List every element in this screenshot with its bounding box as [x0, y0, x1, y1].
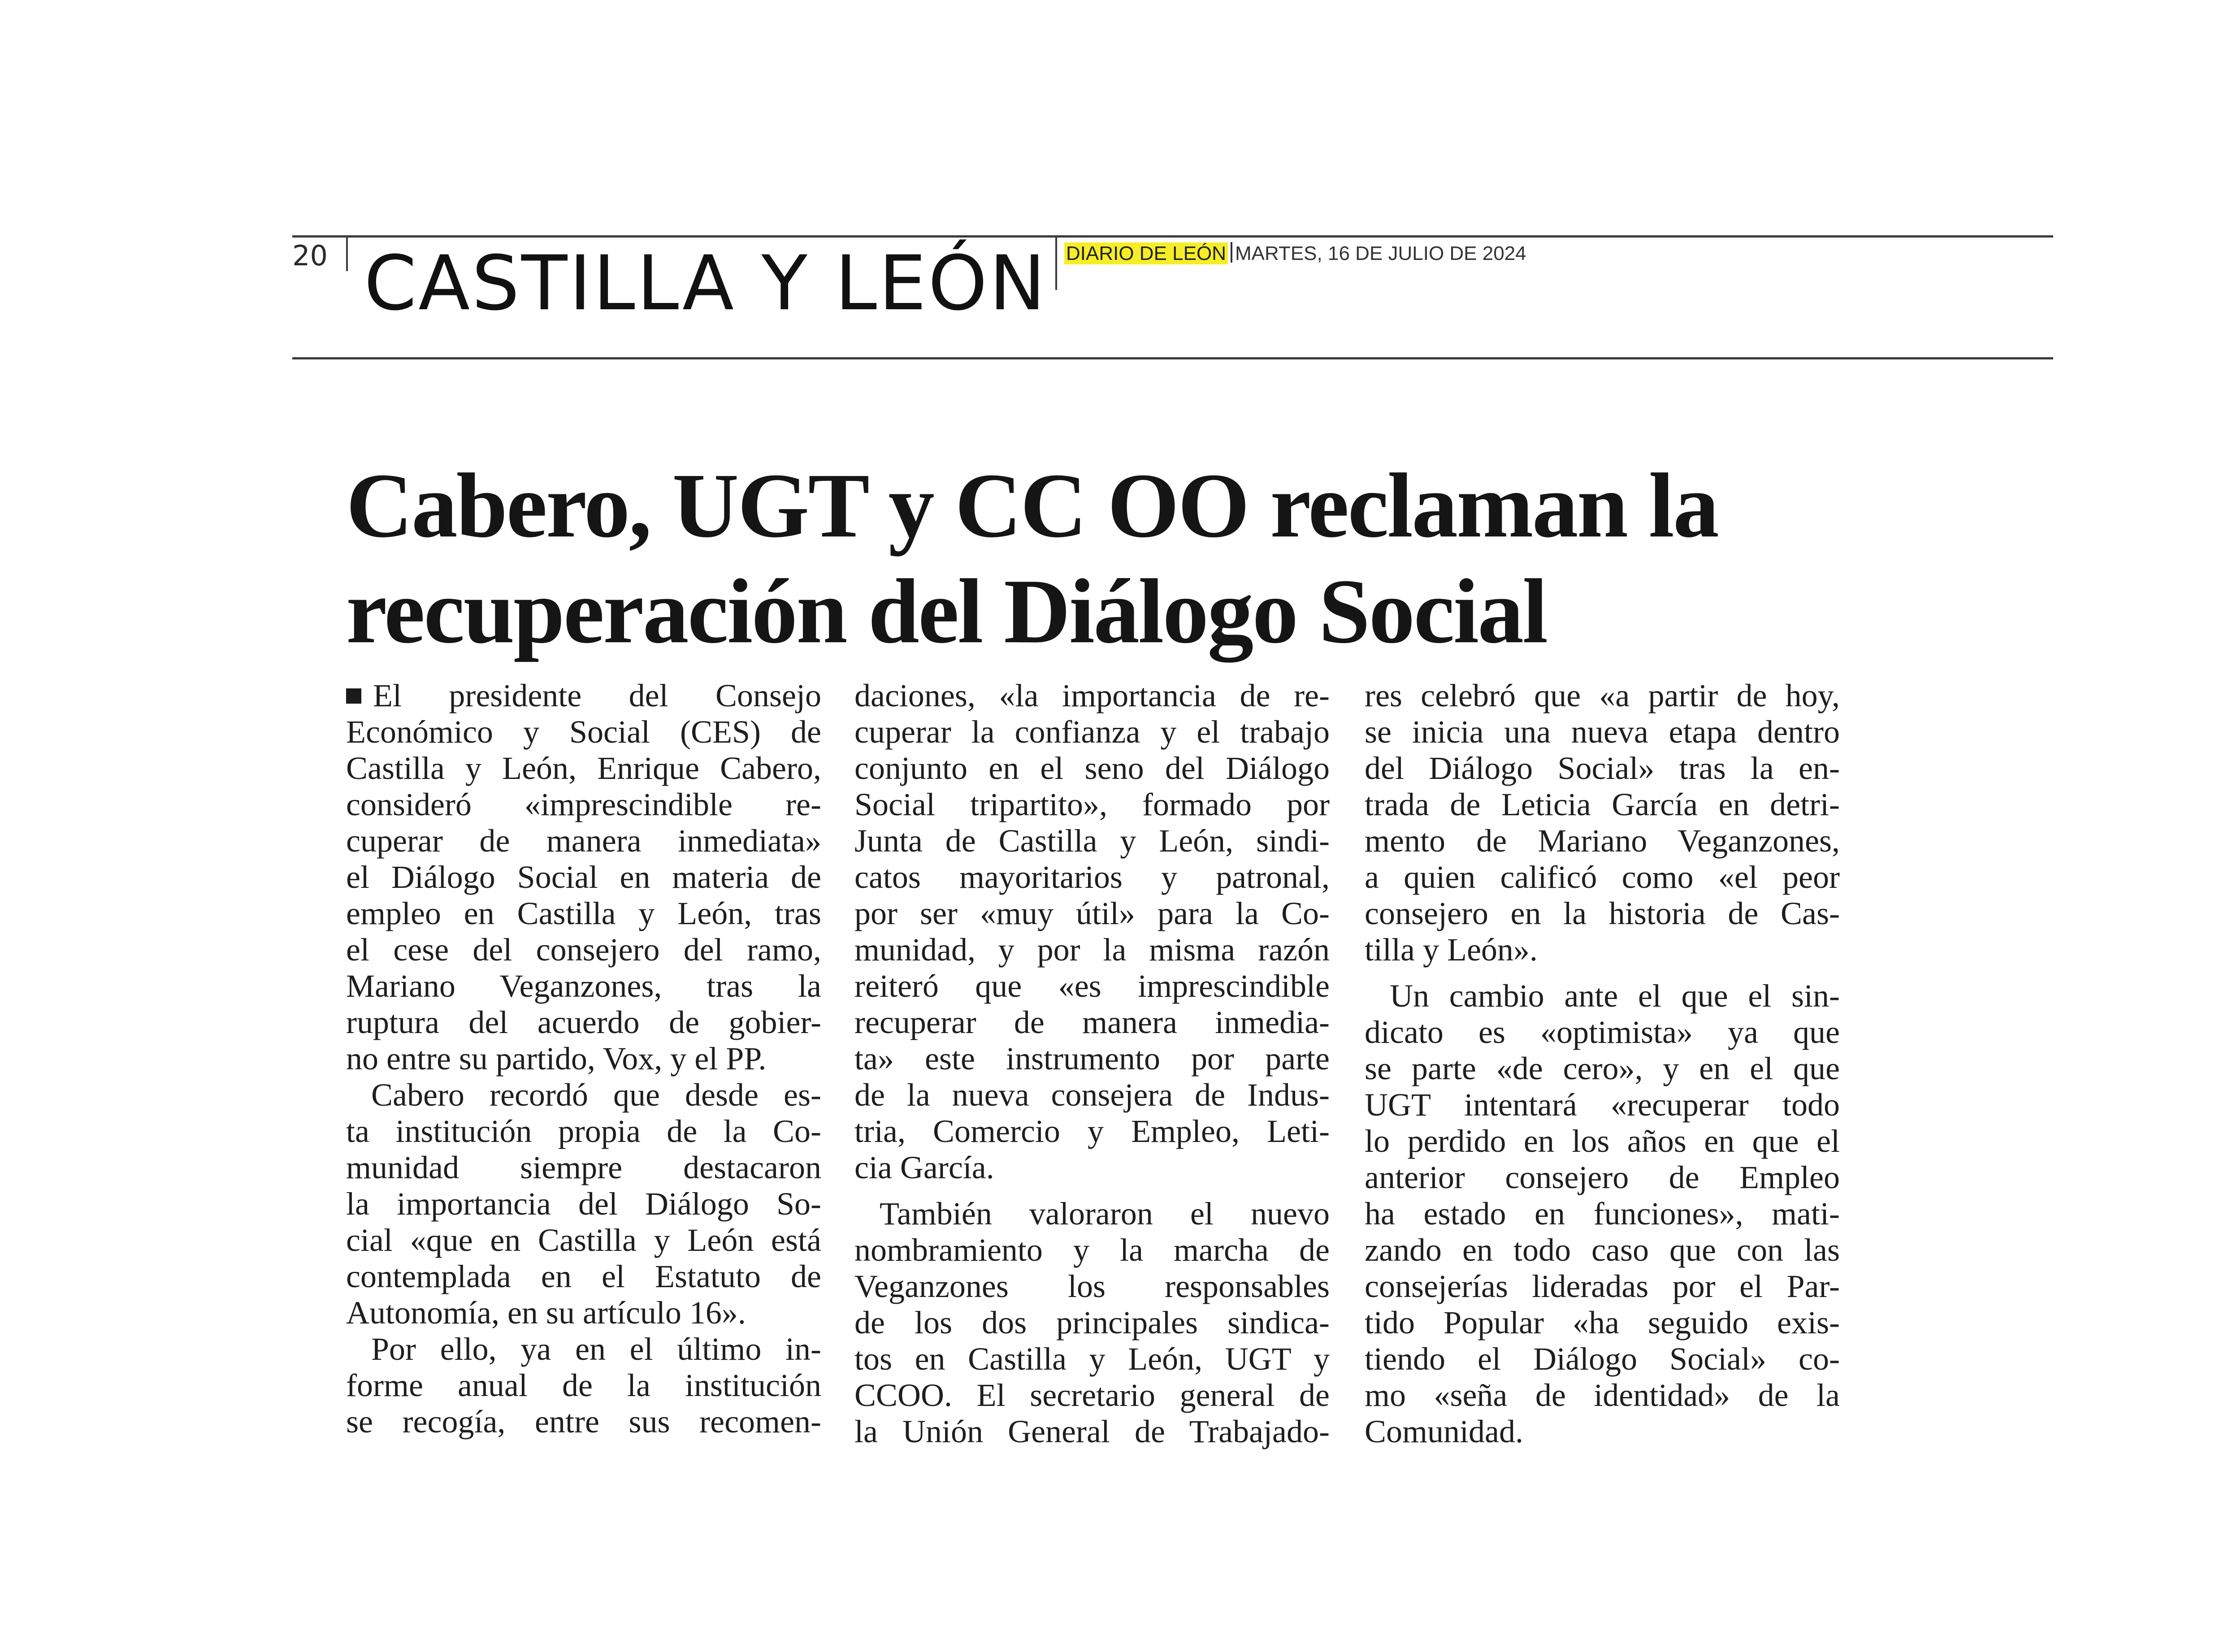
masthead: [1064, 242, 1526, 265]
body-line: Económico y Social (CES) de: [346, 714, 821, 750]
body-line: Comunidad.: [1365, 1414, 1523, 1449]
publication-date: MARTES, 16 DE JULIO DE 2024: [1235, 242, 1526, 264]
body-line: a quien calificó como «el peor: [1365, 859, 1840, 895]
body-line: dicato es «optimista» ya que: [1365, 1014, 1840, 1050]
body-line: Un cambio ante el que el sin-: [1390, 978, 1840, 1014]
body-line: el Diálogo Social en materia de: [346, 859, 821, 895]
body-line: CCOO. El secretario general de: [854, 1377, 1330, 1413]
header-bottom-rule: [292, 357, 2053, 359]
body-line: tilla y León».: [1365, 932, 1538, 968]
section-title: CASTILLA Y LEÓN: [364, 239, 1048, 327]
headline-line: recuperación del Diálogo Social: [346, 560, 1547, 662]
body-line: cia García.: [854, 1150, 994, 1185]
body-line: mo «seña de identidad» de la: [1365, 1377, 1840, 1413]
body-line: res celebró que «a partir de hoy,: [1365, 678, 1840, 714]
body-line: conjunto en el seno del Diálogo: [854, 750, 1330, 786]
paper-name: DIARIO DE LEÓN: [1064, 242, 1228, 264]
body-line: Castilla y León, Enrique Cabero,: [346, 750, 821, 786]
body-line: tiendo el Diálogo Social» co-: [1365, 1341, 1840, 1377]
article-column-3: [1365, 678, 1840, 1450]
body-line: la Unión General de Trabajado-: [854, 1414, 1330, 1449]
body-line: ruptura del acuerdo de gobier-: [346, 1004, 821, 1040]
body-line: consejerías lideradas por el Par-: [1365, 1268, 1840, 1304]
body-line: se recogía, entre sus recomen-: [346, 1404, 821, 1440]
body-line: contemplada en el Estatuto de: [346, 1258, 821, 1294]
body-line: forme anual de la institución: [346, 1367, 821, 1403]
masthead-divider: [1231, 242, 1232, 263]
body-line: el cese del consejero del ramo,: [346, 932, 821, 968]
body-line: cuperar de manera inmediata»: [346, 823, 821, 859]
body-line: tos en Castilla y León, UGT y: [854, 1341, 1330, 1377]
body-line: consejero en la historia de Cas-: [1365, 895, 1840, 931]
body-line: se parte «de cero», y en el que: [1365, 1051, 1840, 1086]
body-line: Veganzones los responsables: [854, 1268, 1330, 1304]
body-line: Social tripartito», formado por: [854, 787, 1330, 822]
page-number: 20: [292, 239, 328, 272]
body-line: zando en todo caso que con las: [1365, 1232, 1840, 1268]
body-line: mento de Mariano Veganzones,: [1365, 823, 1840, 859]
body-line: lo perdido en los años en que el: [1365, 1123, 1840, 1159]
body-line: tria, Comercio y Empleo, Leti-: [854, 1113, 1330, 1149]
body-line: reiteró que «es imprescindible: [854, 968, 1330, 1004]
article-column-1: [346, 678, 821, 1440]
body-line: nombramiento y la marcha de: [854, 1232, 1330, 1268]
body-line: por ser «muy útil» para la Co-: [854, 895, 1330, 931]
paragraph-gap: [854, 1186, 1330, 1196]
body-line: cuperar la confianza y el trabajo: [854, 714, 1330, 750]
body-line: del Diálogo Social» tras la en-: [1365, 750, 1840, 786]
body-line: se inicia una nueva etapa dentro: [1365, 714, 1840, 750]
body-line: UGT intentará «recuperar todo: [1365, 1087, 1840, 1123]
article-headline: [346, 453, 1825, 664]
body-line: Por ello, ya en el último in-: [371, 1331, 821, 1367]
body-line: También valoraron el nuevo: [880, 1196, 1330, 1232]
body-line: Junta de Castilla y León, sindi-: [854, 823, 1330, 859]
body-line: trada de Leticia García en detri-: [1365, 787, 1840, 822]
body-line: consideró «imprescindible re-: [346, 787, 821, 822]
body-line: de la nueva consejera de Indus-: [854, 1077, 1330, 1113]
body-line: ta institución propia de la Co-: [346, 1113, 821, 1149]
body-line: empleo en Castilla y León, tras: [346, 895, 821, 931]
body-line: ha estado en funciones», mati-: [1365, 1196, 1840, 1232]
body-line: anterior consejero de Empleo: [1365, 1159, 1840, 1195]
body-line: cial «que en Castilla y León está: [346, 1222, 821, 1258]
body-line: Autonomía, en su artículo 16».: [346, 1295, 746, 1331]
body-line: daciones, «la importancia de re-: [854, 678, 1330, 714]
body-line: Mariano Veganzones, tras la: [346, 968, 821, 1004]
body-line-text: El presidente del Consejo: [373, 678, 821, 714]
page-number-separator: [346, 236, 348, 271]
body-line: Cabero recordó que desde es-: [371, 1077, 821, 1113]
article-column-2: [854, 678, 1330, 1450]
body-line: munidad, y por la misma razón: [854, 932, 1330, 968]
lead-bullet-icon: [346, 688, 361, 704]
body-line: la importancia del Diálogo So-: [346, 1186, 821, 1222]
paragraph-gap: [1365, 968, 1840, 978]
body-line: de los dos principales sindica-: [854, 1305, 1330, 1341]
body-line: [346, 678, 821, 714]
header-top-rule: [292, 235, 2053, 238]
section-separator: [1055, 236, 1057, 290]
body-line: no entre su partido, Vox, y el PP.: [346, 1041, 767, 1077]
body-line: ta» este instrumento por parte: [854, 1041, 1330, 1077]
body-line: recuperar de manera inmedia-: [854, 1004, 1330, 1040]
body-line: catos mayoritarios y patronal,: [854, 859, 1330, 895]
body-line: tido Popular «ha seguido exis-: [1365, 1305, 1840, 1341]
body-line: munidad siempre destacaron: [346, 1150, 821, 1185]
headline-line: Cabero, UGT y CC OO reclaman la: [346, 454, 1718, 557]
